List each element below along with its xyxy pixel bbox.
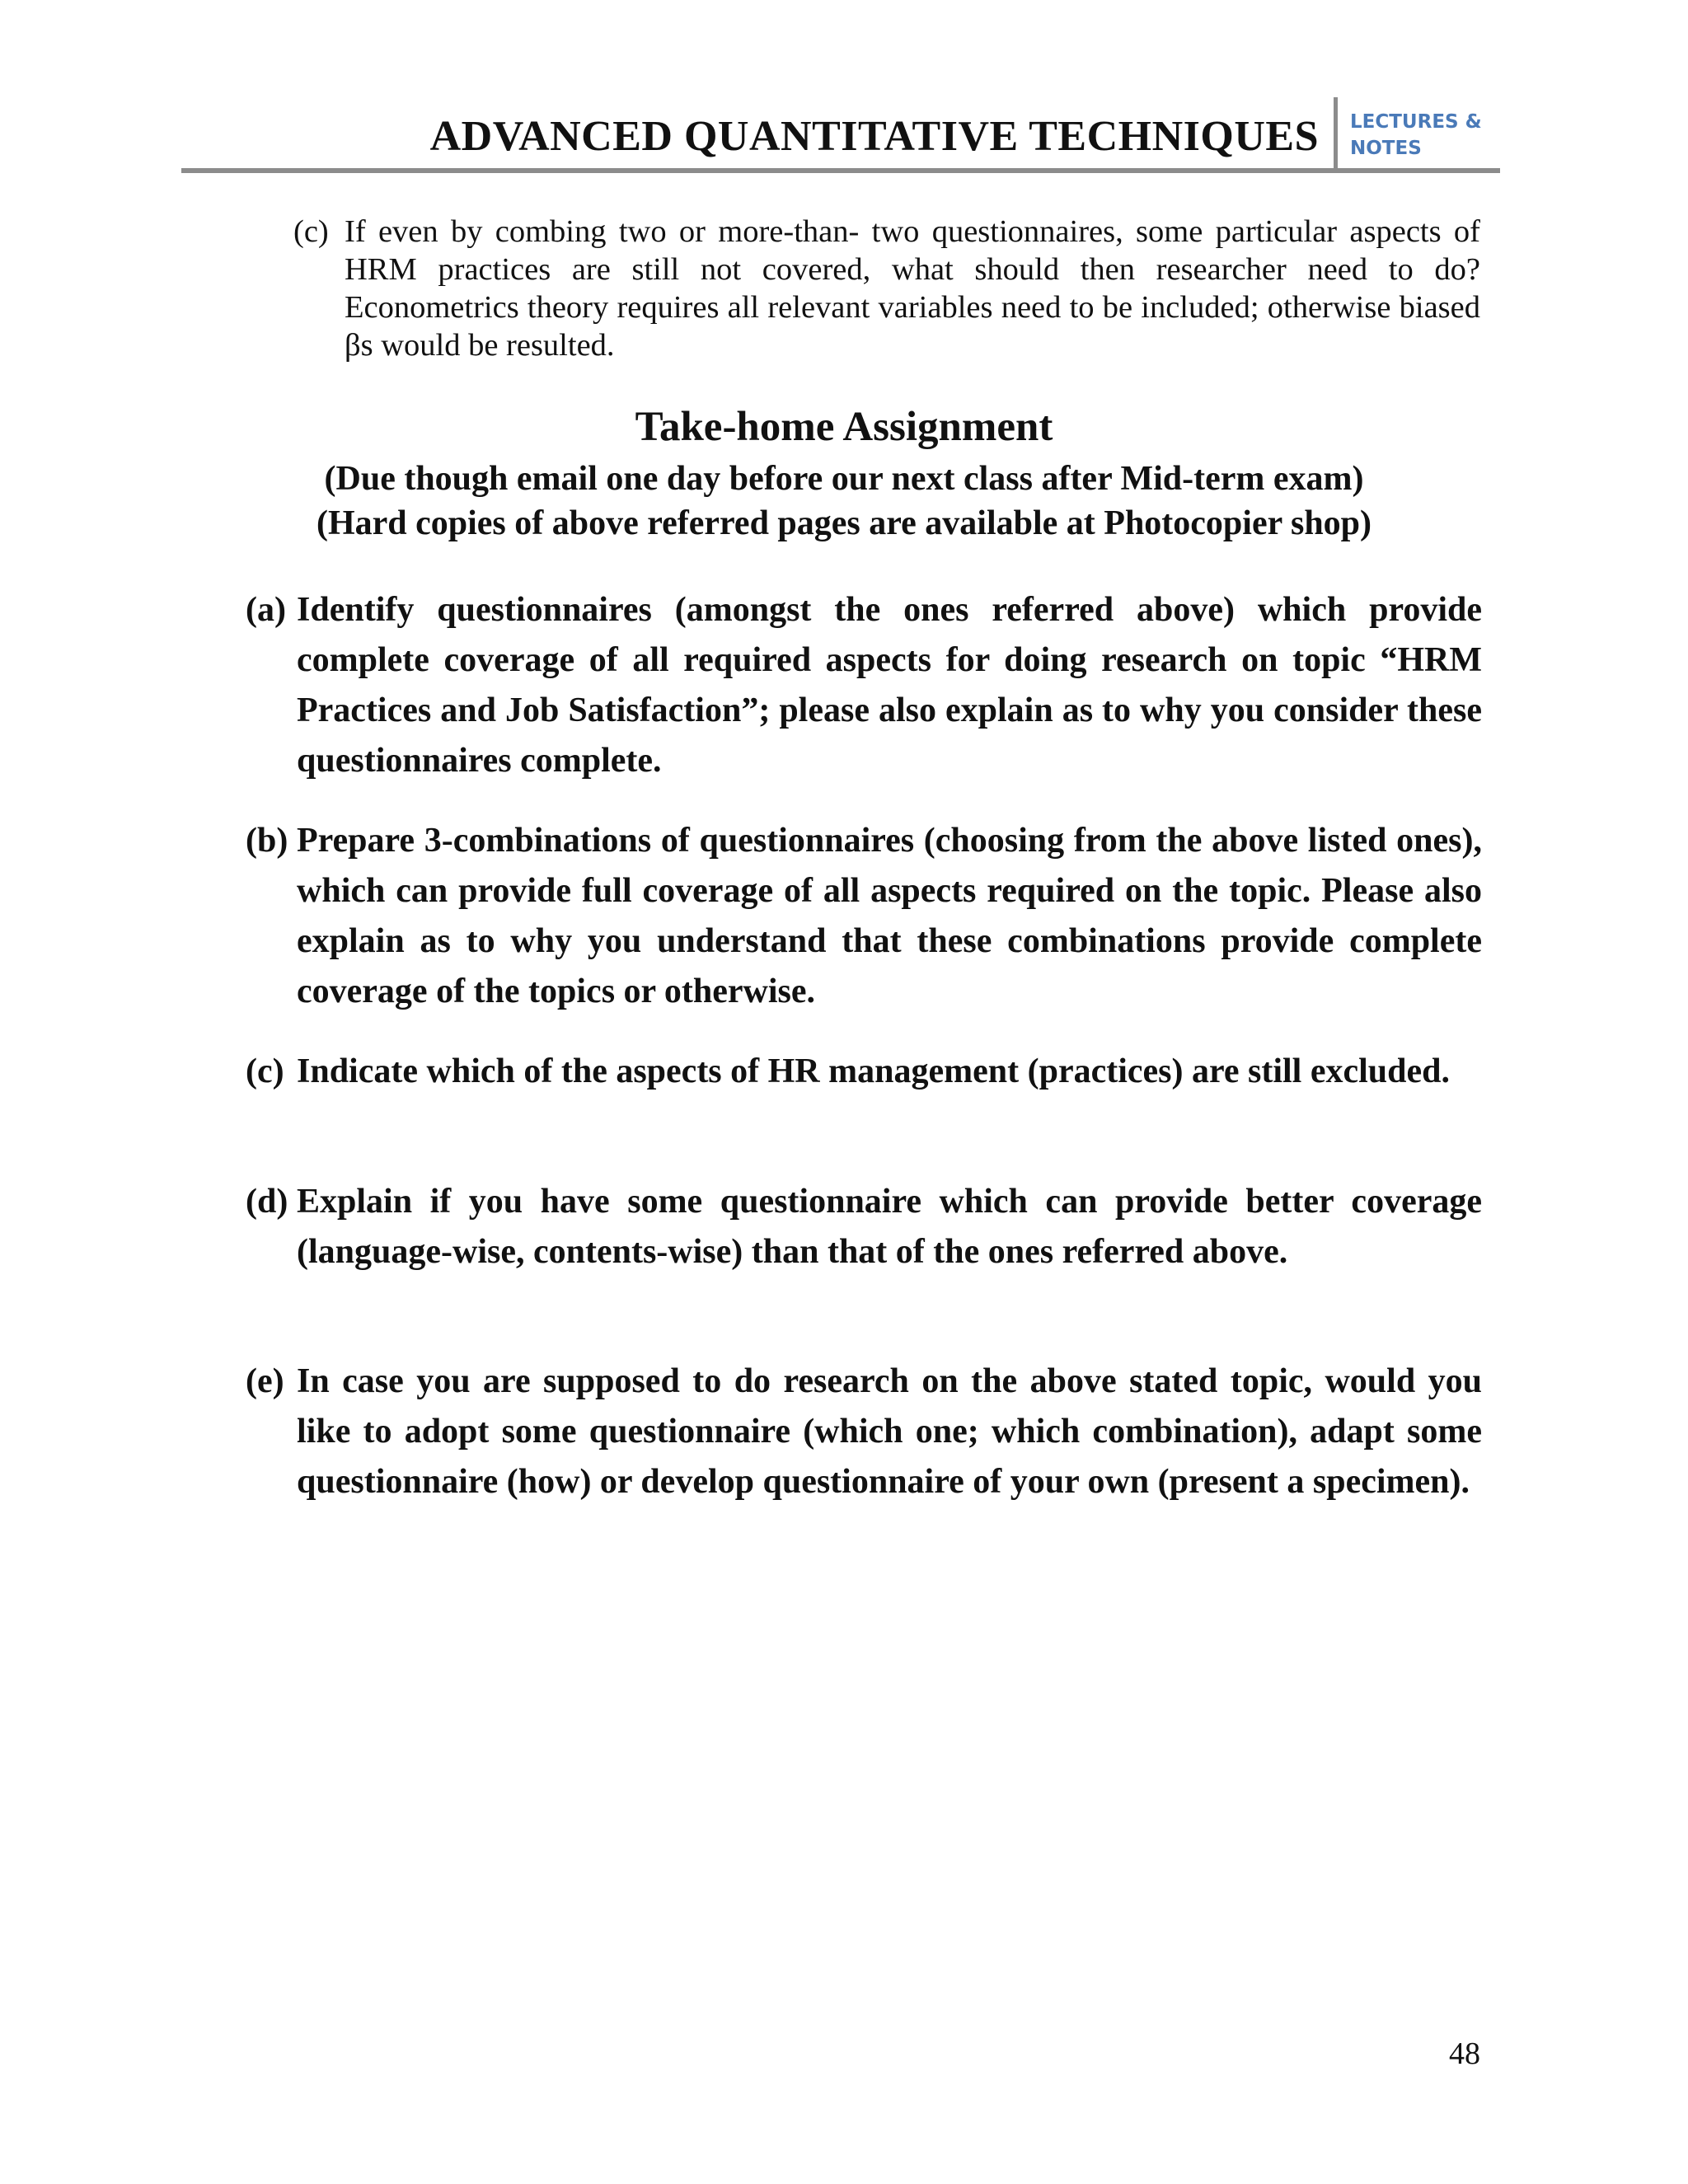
- assignment-item-label: (a): [246, 591, 286, 629]
- header-tag: [1350, 109, 1482, 162]
- header-tag-line1: LECTURES &: [1350, 111, 1482, 133]
- intro-item-label: (c): [293, 214, 329, 249]
- page-header: [181, 97, 1500, 171]
- assignment-item-c: [246, 1047, 1482, 1097]
- intro-item-c: [293, 213, 1480, 364]
- header-tag-line2: NOTES: [1350, 138, 1422, 159]
- assignment-item-label: (d): [246, 1183, 288, 1221]
- assignment-item-label: (c): [246, 1052, 284, 1090]
- assignment-item-e: [246, 1357, 1482, 1507]
- page-number: 48: [1449, 2036, 1480, 2071]
- assignment-item-b: [246, 816, 1482, 1017]
- header-title: ADVANCED QUANTITATIVE TECHNIQUES: [429, 113, 1319, 160]
- assignment-item-a: [246, 585, 1482, 786]
- assignment-item-text: Identify questionnaires (amongst the ones referred above) which provide complete coverage of all required aspects for doing research on topic “HRM Practices and Job Satisfaction”; please also explain as to why you consider these questionnaires complete.: [297, 591, 1482, 780]
- assignment-title: Take-home Assignment: [635, 404, 1053, 450]
- header-divider: [1334, 97, 1338, 170]
- assignment-copies-note: (Hard copies of above referred pages are available at Photocopier shop): [316, 504, 1372, 542]
- intro-item-text: If even by combing two or more-than- two questionnaires, some particular aspects of HRM practices are still not covered, what should then researcher need to do? Econometrics theory requires all relevant variables need to be included; otherwise biased βs would be resulted.: [345, 214, 1480, 363]
- assignment-item-d: [246, 1177, 1482, 1277]
- assignment-item-label: (e): [246, 1362, 284, 1400]
- assignment-due-note: (Due though email one day before our next class after Mid-term exam): [324, 460, 1364, 498]
- assignment-item-text: In case you are supposed to do research on the above stated topic, would you like to adopt some questionnaire (which one; which combination), adapt some questionnaire (how) or develop questionnaire of your own (present a specimen).: [297, 1362, 1482, 1501]
- header-rule: [181, 168, 1500, 173]
- assignment-item-text: Prepare 3-combinations of questionnaires (choosing from the above listed ones), which can provide full coverage of all aspects required on the topic. Please also explain as to why you understand that these combinations provide complete coverage of the topics or otherwise.: [297, 822, 1482, 1010]
- assignment-item-text: Explain if you have some questionnaire which can provide better coverage (language-wise, contents-wise) than that of the ones referred above.: [297, 1183, 1482, 1271]
- assignment-item-label: (b): [246, 822, 288, 860]
- assignment-item-text: Indicate which of the aspects of HR management (practices) are still excluded.: [297, 1052, 1451, 1090]
